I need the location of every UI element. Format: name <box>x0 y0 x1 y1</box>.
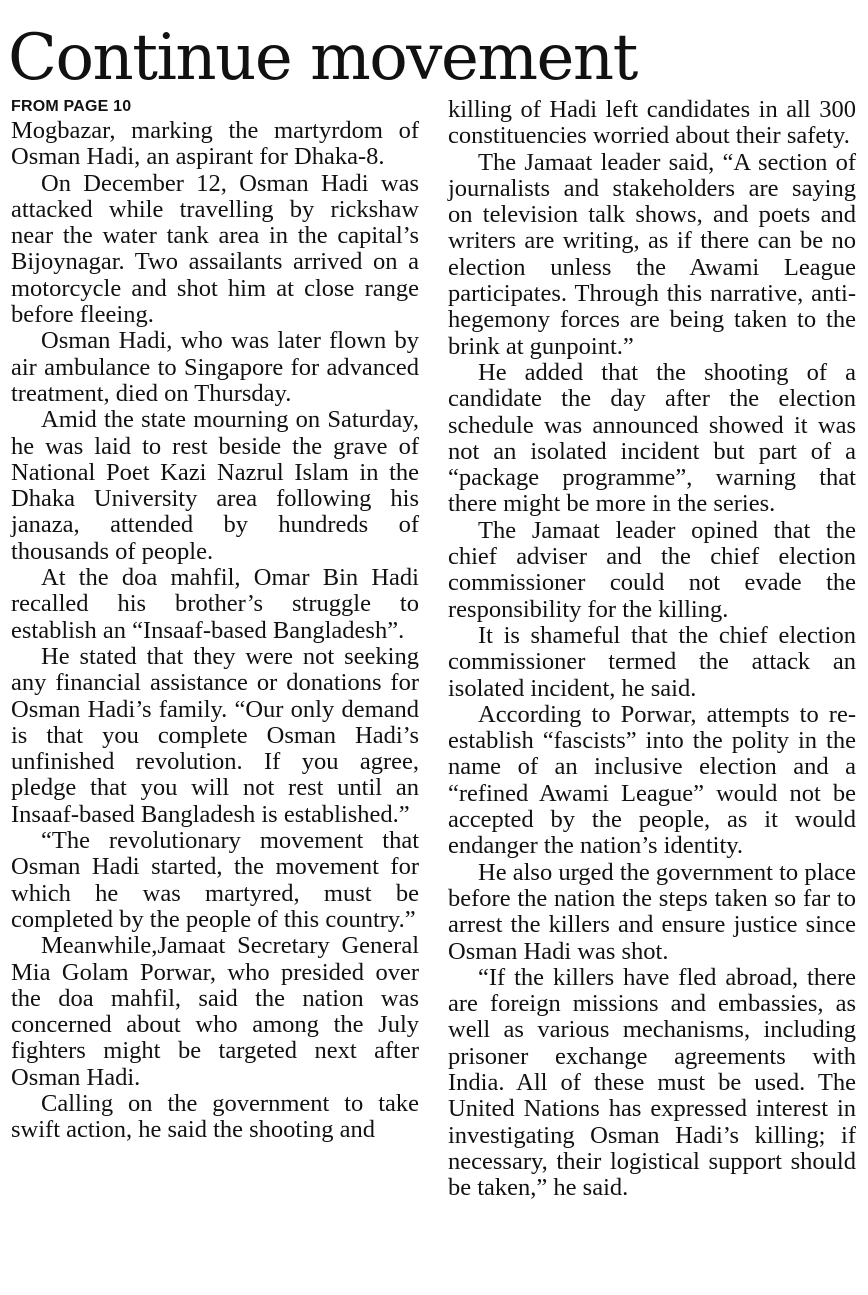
paragraph: Osman Hadi, who was later flown by air ambulance to Singapore for advanced treatment, died on Thursday. <box>11 327 419 407</box>
paragraph: He added that the shooting of a candidate the day after the election schedule was announced showed it was not an isolated incident but part of a “package programme”, warning that there might be more in the series. <box>448 358 856 518</box>
paragraph: At the doa mahfil, Omar Bin Hadi recalled his brother’s struggle to establish an “Insaaf-based Bangladesh”. <box>11 564 419 644</box>
paragraph: It is shameful that the chief election commissioner termed the attack an isolated incident, he said. <box>448 621 856 702</box>
paragraph: Meanwhile,Jamaat Secretary General Mia Golam Porwar, who presided over the doa mahfil, said the nation was concerned about who among the July fighters might be targeted next after Osman Hadi. <box>11 932 419 1091</box>
paragraph: The Jamaat leader opined that the chief adviser and the chief election commissioner could not evade the responsibility for the killing. <box>448 516 856 623</box>
paragraph: Mogbazar, marking the martyrdom of Osman Hadi, an aspirant for Dhaka-8. <box>11 117 419 171</box>
paragraph: Calling on the government to take swift action, he said the shooting and <box>11 1089 419 1144</box>
article-column-right <box>448 97 856 1201</box>
paragraph: He stated that they were not seeking any financial assistance or donations for Osman Hadi’s family. “Our only demand is that you complete Osman Hadi’s unfinished revolution. If you agree, pledge that you will not rest until an Insaaf-based Bangladesh is established.” <box>11 642 419 828</box>
paragraph: Amid the state mourning on Saturday, he was laid to rest beside the grave of National Poet Kazi Nazrul Islam in the Dhaka University area following his janaza, attended by hundreds of thousands of people. <box>11 406 419 565</box>
paragraph: “If the killers have fled abroad, there are foreign missions and embassies, as well as various mechanisms, including prisoner exchange agreements with India. All of these must be used. The United Nations has expressed interest in investigating Osman Hadi’s killing; if necessary, their logistical support should be taken,” he said. <box>448 963 856 1202</box>
headline: Continue movement <box>8 21 637 95</box>
paragraph: According to Porwar, attempts to re-establish “fascists” into the polity in the name of an inclusive election and a “refined Awami League” would not be accepted by the people, as it would endanger the nation’s identity. <box>448 700 856 860</box>
article-column-left <box>11 96 419 1144</box>
paragraph: He also urged the government to place before the nation the steps taken so far to arrest the killers and ensure justice since Osman Hadi was shot. <box>448 858 856 965</box>
paragraph: killing of Hadi left candidates in all 300 constituencies worried about their safety. <box>448 96 856 150</box>
paragraph: “The revolutionary movement that Osman Hadi started, the movement for which he was martyred, must be completed by the people of this country.” <box>11 827 419 933</box>
continuation-kicker: FROM PAGE 10 <box>11 98 132 115</box>
paragraph: On December 12, Osman Hadi was attacked while travelling by rickshaw near the water tank area in the capital’s Bijoynagar. Two assailants arrived on a motorcycle and shot him at close range before fleeing. <box>11 169 419 329</box>
paragraph: The Jamaat leader said, “A section of journalists and stakeholders are saying on television talk shows, and poets and writers are writing, as if there can be no election unless the Awami League participates. Through this narrative, anti-hegemony forces are being taken to the brink at gunpoint.” <box>448 148 856 360</box>
